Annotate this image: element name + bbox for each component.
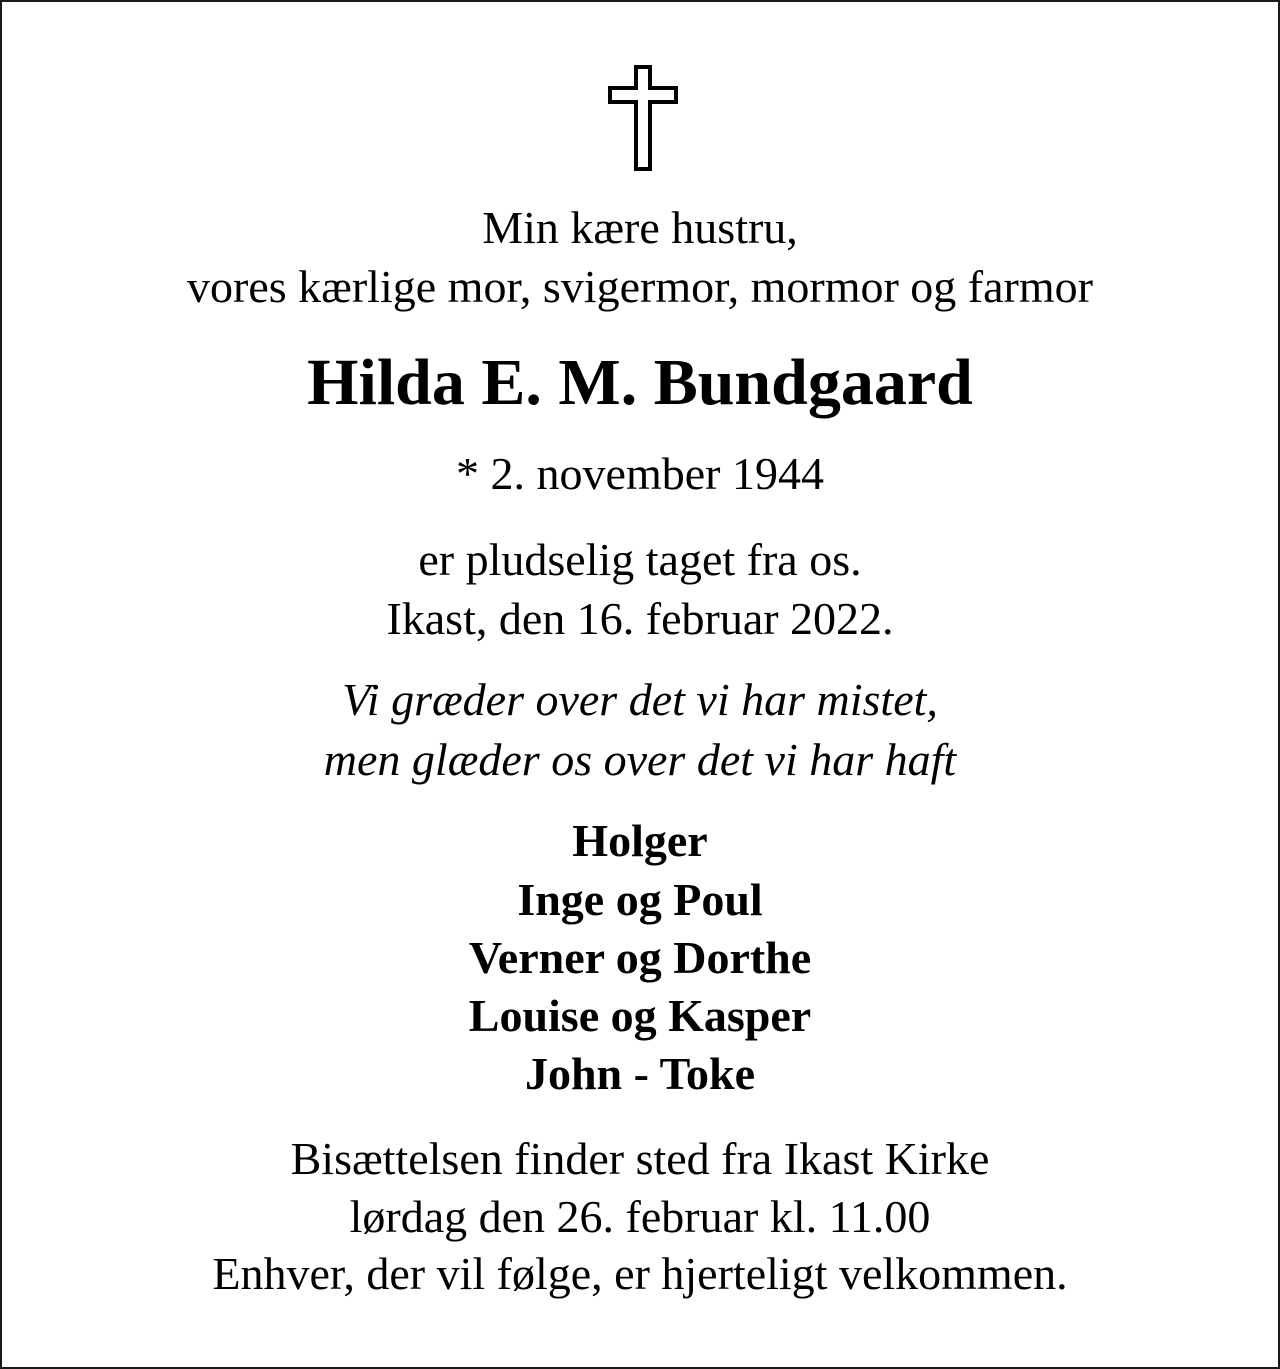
service-line-2: lørdag den 26. februar kl. 11.00: [349, 1191, 931, 1242]
death-line-1: er pludselig taget fra os.: [418, 534, 862, 585]
family-member: John - Toke: [524, 1048, 756, 1099]
verse-line-2: men glæder os over det vi har haft: [323, 734, 957, 785]
family-member: Inge og Poul: [517, 874, 763, 925]
birth-date: * 2. november 1944: [456, 448, 824, 499]
service-line-1: Bisættelsen finder sted fra Ikast Kirke: [290, 1133, 990, 1184]
family-member: Holger: [572, 815, 708, 866]
verse-line-1: Vi græder over det vi har mistet,: [342, 674, 938, 725]
latin-cross-icon: [607, 64, 679, 172]
intro-line-2: vores kærlige mor, svigermor, mormor og farmor: [187, 261, 1093, 312]
intro-line-1: Min kære hustru,: [482, 202, 798, 253]
family-member: Louise og Kasper: [468, 990, 812, 1041]
death-line-2: Ikast, den 16. februar 2022.: [386, 593, 894, 644]
deceased-name: Hilda E. M. Bundgaard: [307, 346, 973, 419]
service-line-3: Enhver, der vil følge, er hjerteligt velkommen.: [212, 1248, 1068, 1299]
family-member: Verner og Dorthe: [468, 932, 812, 983]
